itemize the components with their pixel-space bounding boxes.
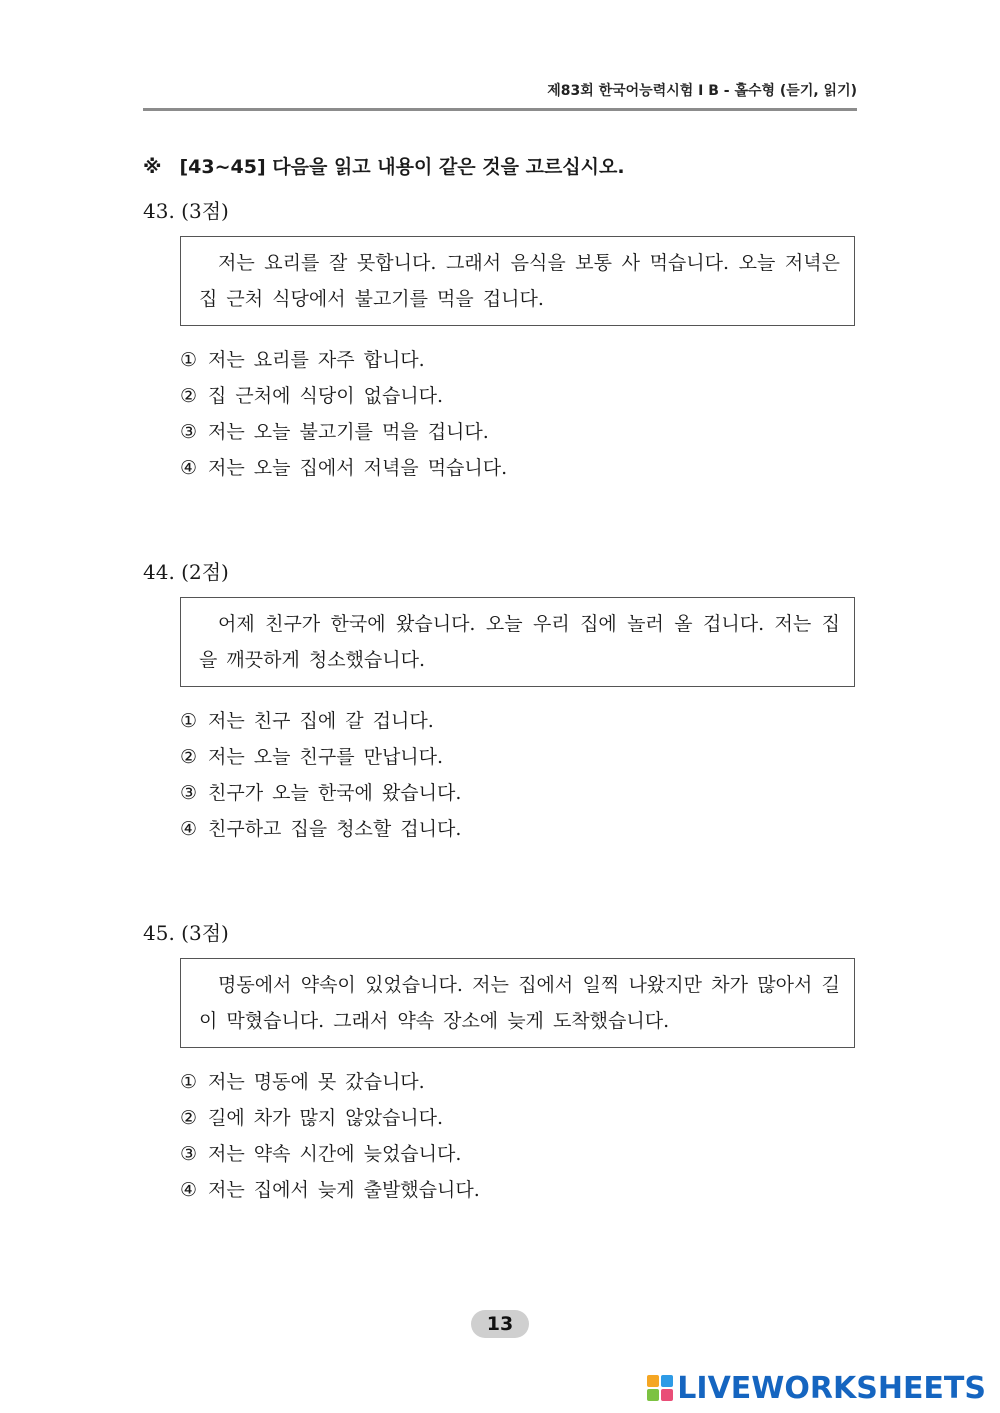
page-number: 13 (471, 1310, 529, 1338)
option-text: 저는 친구 집에 갈 겁니다. (208, 710, 434, 732)
reference-mark: ※ (143, 156, 162, 178)
option-number: ③ (180, 1143, 198, 1165)
option-text: 친구하고 집을 청소할 겁니다. (208, 818, 462, 840)
option-text: 집 근처에 식당이 없습니다. (208, 385, 444, 407)
passage-text: 저는 요리를 잘 못합니다. 그래서 음식을 보통 사 먹습니다. 오늘 저녁은 집 근처 식당에서 불고기를 먹을 겁니다. (199, 252, 840, 310)
header-divider (143, 108, 857, 111)
question-43 (143, 196, 857, 486)
option-4[interactable] (180, 1172, 857, 1208)
passage-box (180, 958, 855, 1048)
option-number: ③ (180, 421, 198, 443)
option-text: 저는 오늘 불고기를 먹을 겁니다. (208, 421, 489, 443)
option-number: ② (180, 1107, 198, 1129)
option-text: 저는 집에서 늦게 출발했습니다. (208, 1179, 480, 1201)
option-number: ② (180, 746, 198, 768)
option-text: 저는 오늘 친구를 만납니다. (208, 746, 444, 768)
option-1[interactable] (180, 342, 857, 378)
option-1[interactable] (180, 1064, 857, 1100)
question-45 (143, 918, 857, 1208)
passage-text: 어제 친구가 한국에 왔습니다. 오늘 우리 집에 놀러 올 겁니다. 저는 집을 깨끗하게 청소했습니다. (199, 613, 840, 671)
option-3[interactable] (180, 775, 857, 811)
option-4[interactable] (180, 450, 857, 486)
option-number: ① (180, 1071, 198, 1093)
exam-header-title: 제83회 한국어능력시험 I B - 홀수형 (듣기, 읽기) (547, 83, 857, 99)
option-list (180, 1064, 857, 1208)
instruction (143, 152, 625, 179)
option-list (180, 703, 857, 847)
passage-box (180, 597, 855, 687)
option-number: ④ (180, 1179, 198, 1201)
option-text: 저는 약속 시간에 늦었습니다. (208, 1143, 462, 1165)
passage-box (180, 236, 855, 326)
option-number: ④ (180, 818, 198, 840)
option-number: ① (180, 710, 198, 732)
question-title: 45. (3점) (143, 921, 229, 945)
option-text: 저는 명동에 못 갔습니다. (208, 1071, 425, 1093)
option-1[interactable] (180, 703, 857, 739)
passage-text: 명동에서 약속이 있었습니다. 저는 집에서 일찍 나왔지만 차가 많아서 길이 막혔습니다. 그래서 약속 장소에 늦게 도착했습니다. (199, 974, 840, 1032)
option-3[interactable] (180, 414, 857, 450)
question-44 (143, 557, 857, 847)
option-list (180, 342, 857, 486)
option-text: 저는 요리를 자주 합니다. (208, 349, 425, 371)
option-3[interactable] (180, 1136, 857, 1172)
option-number: ② (180, 385, 198, 407)
option-2[interactable] (180, 1100, 857, 1136)
question-title: 44. (2점) (143, 560, 229, 584)
option-4[interactable] (180, 811, 857, 847)
option-number: ① (180, 349, 198, 371)
option-text: 친구가 오늘 한국에 왔습니다. (208, 782, 462, 804)
question-title: 43. (3점) (143, 199, 229, 223)
watermark-text: LIVEWORKSHEETS (677, 1370, 986, 1406)
option-2[interactable] (180, 378, 857, 414)
liveworksheets-watermark[interactable] (647, 1370, 986, 1406)
option-text: 길에 차가 많지 않았습니다. (208, 1107, 444, 1129)
option-text: 저는 오늘 집에서 저녁을 먹습니다. (208, 457, 508, 479)
option-number: ④ (180, 457, 198, 479)
liveworksheets-logo-icon (647, 1375, 673, 1401)
instruction-text: [43~45] 다음을 읽고 내용이 같은 것을 고르십시오. (179, 156, 625, 178)
option-2[interactable] (180, 739, 857, 775)
option-number: ③ (180, 782, 198, 804)
